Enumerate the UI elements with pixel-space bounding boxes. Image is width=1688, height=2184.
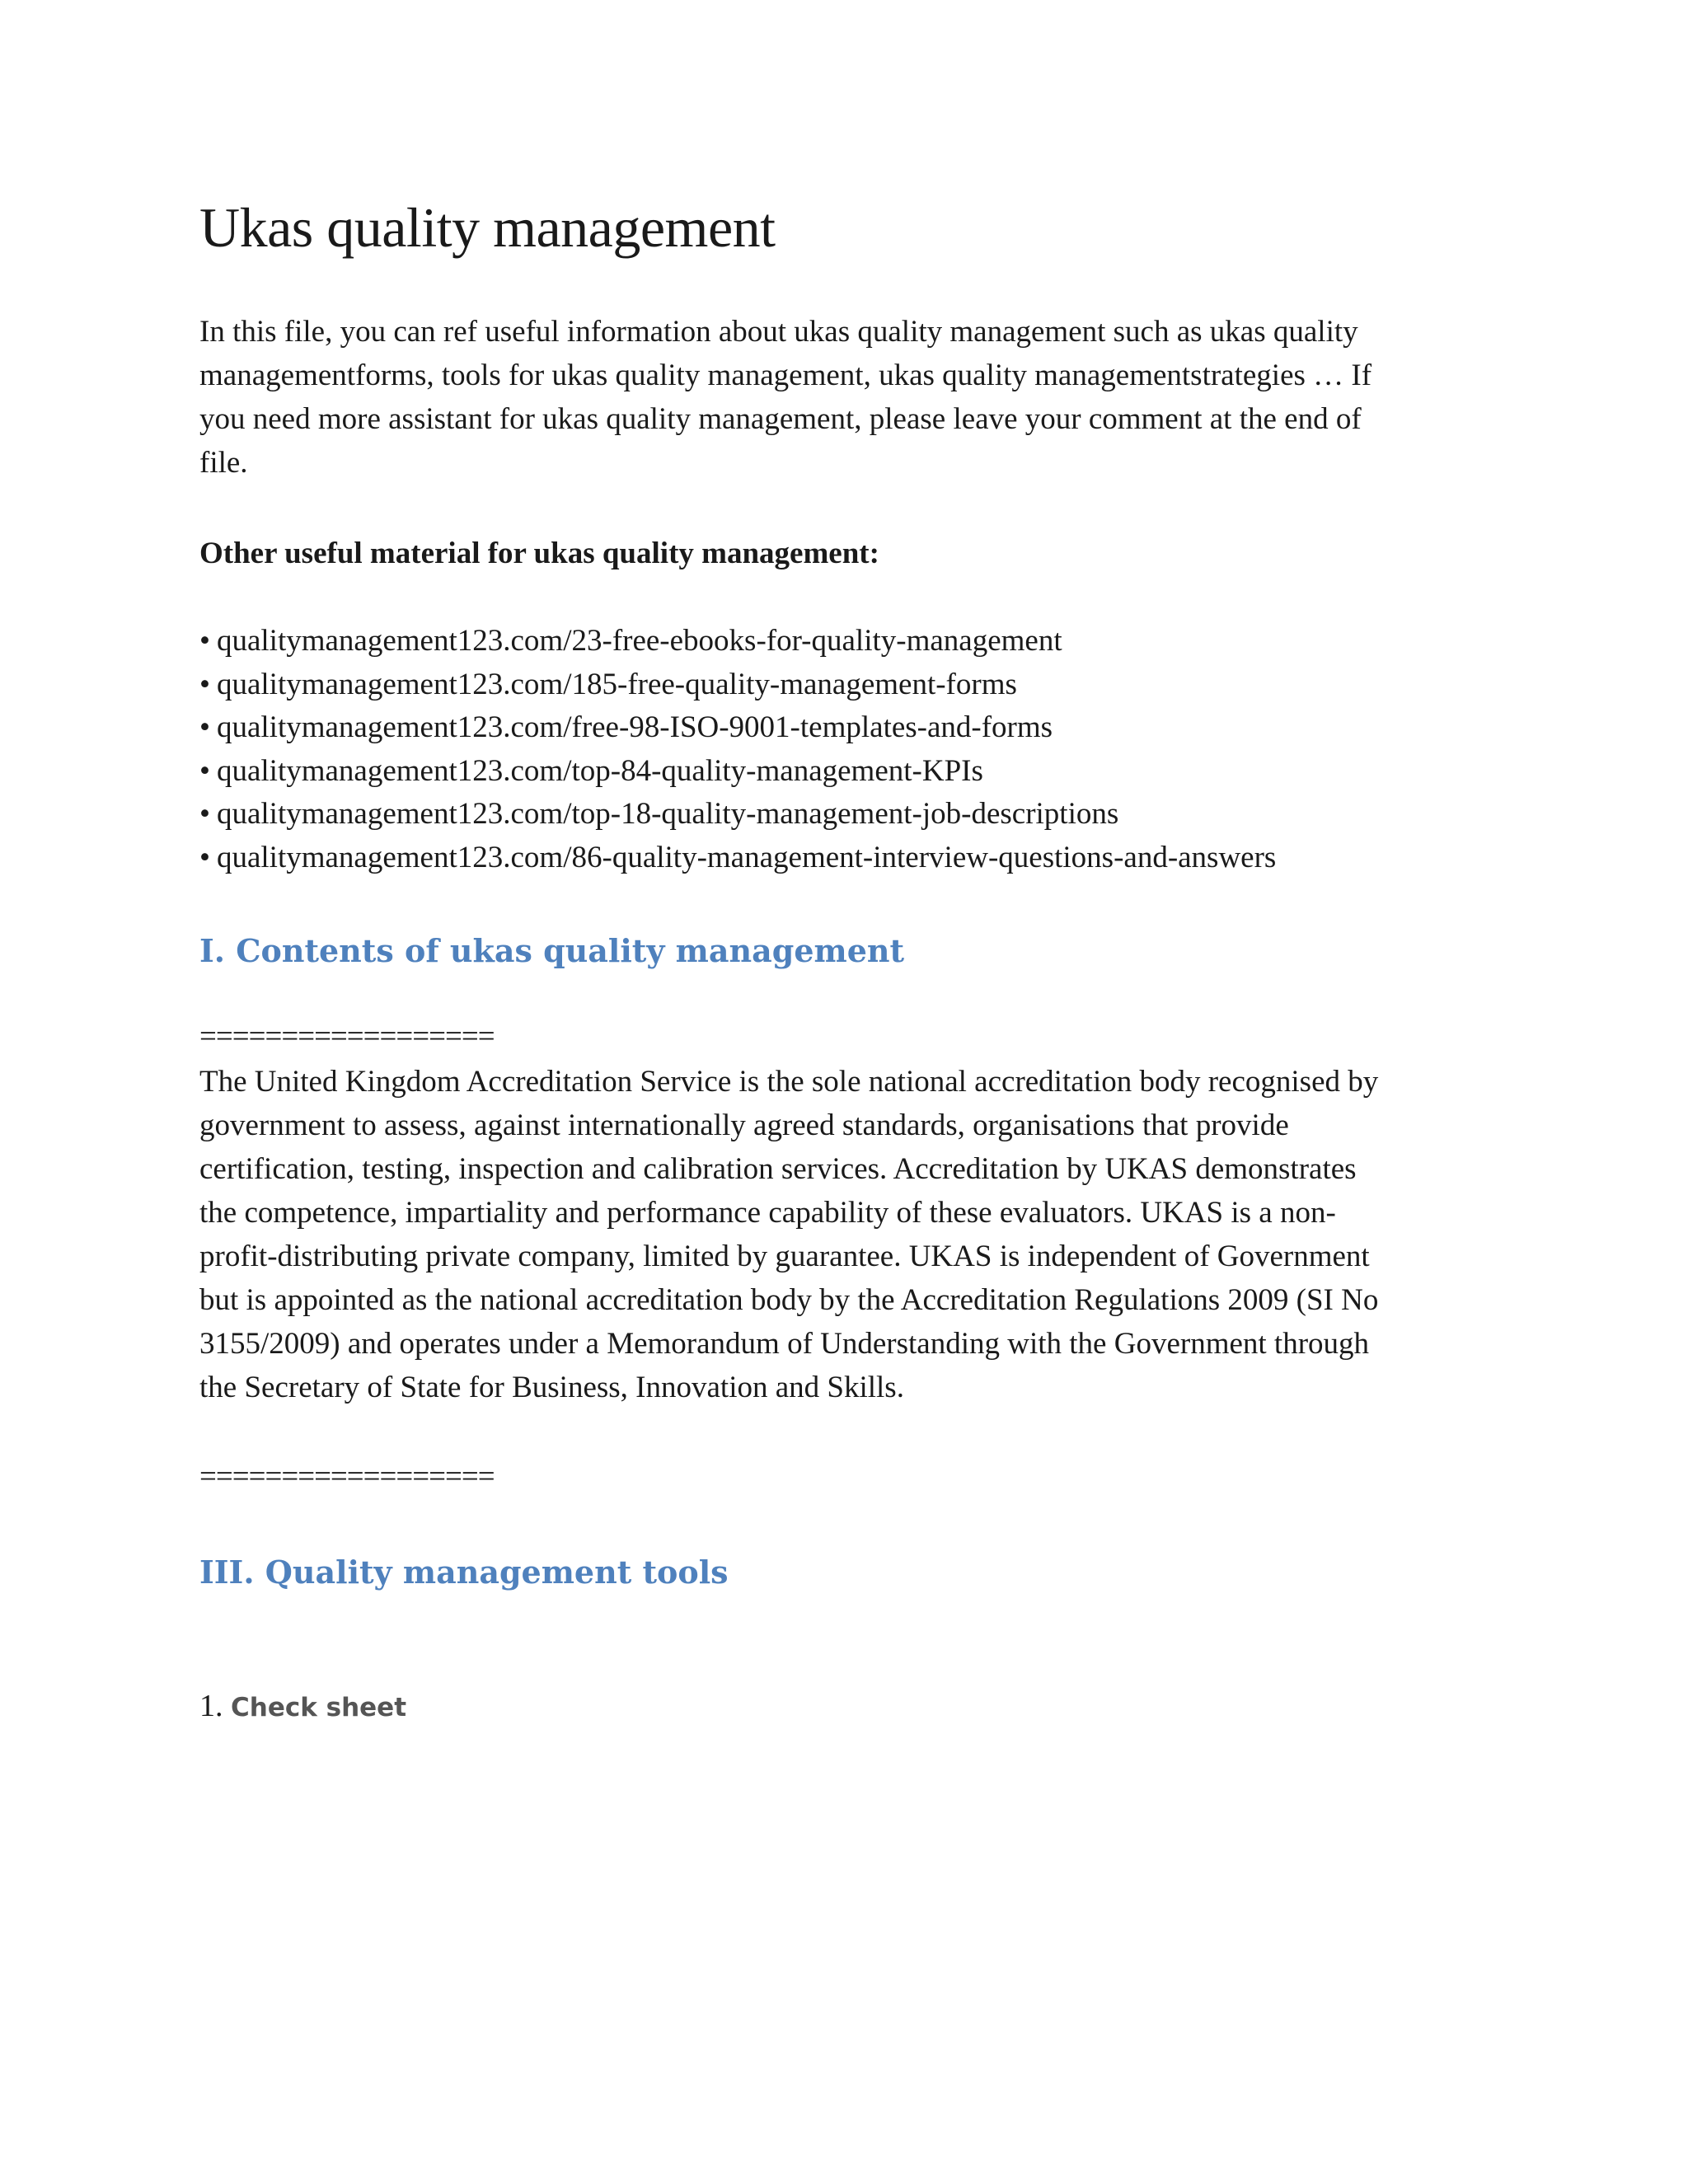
section-heading-tools: III. Quality management tools: [199, 1554, 729, 1591]
intro-paragraph: [199, 310, 1485, 485]
material-link[interactable]: qualitymanagement123.com/185-free-quality-management-forms: [216, 667, 1017, 701]
document-title: Ukas quality management: [199, 196, 776, 259]
bullet-icon: •: [199, 624, 210, 658]
materials-list-item: [199, 750, 1276, 794]
section-heading-contents: I. Contents of ukas quality management: [199, 932, 905, 969]
material-link[interactable]: qualitymanagement123.com/86-quality-management-interview-questions-and-answers: [216, 840, 1277, 874]
contents-line: certification, testing, inspection and calibration services. Accreditation by UKAS demonstrates: [199, 1152, 1357, 1186]
material-link[interactable]: qualitymanagement123.com/free-98-ISO-9001-templates-and-forms: [216, 710, 1053, 744]
intro-line: file.: [199, 446, 248, 480]
material-link[interactable]: qualitymanagement123.com/top-18-quality-management-job-descriptions: [216, 797, 1119, 831]
materials-list: [199, 620, 1276, 879]
contents-line: the Secretary of State for Business, Innovation and Skills.: [199, 1371, 904, 1404]
tools-item-label: Check sheet: [231, 1693, 407, 1722]
materials-list-item: [199, 706, 1276, 750]
tools-list-item: [199, 1685, 406, 1729]
intro-line: you need more assistant for ukas quality management, please leave your comment at the end of: [199, 402, 1362, 436]
material-link[interactable]: qualitymanagement123.com/23-free-ebooks-for-quality-management: [216, 624, 1062, 658]
intro-line: managementforms, tools for ukas quality management, ukas quality managementstrategies … If: [199, 359, 1372, 392]
materials-list-item: [199, 663, 1276, 707]
contents-line: government to assess, against internationally agreed standards, organisations that provide: [199, 1108, 1289, 1142]
contents-line: but is appointed as the national accreditation body by the Accreditation Regulations 2009 (SI No: [199, 1283, 1379, 1317]
contents-line: The United Kingdom Accreditation Service is the sole national accreditation body recognised by: [199, 1065, 1379, 1099]
materials-heading: Other useful material for ukas quality management:: [199, 537, 879, 570]
bullet-icon: •: [199, 753, 210, 788]
contents-line: 3155/2009) and operates under a Memorandum of Understanding with the Government through: [199, 1327, 1370, 1361]
material-link[interactable]: qualitymanagement123.com/top-84-quality-management-KPIs: [216, 753, 983, 788]
contents-line: profit-distributing private company, limited by guarantee. UKAS is independent of Government: [199, 1240, 1370, 1273]
separator-line: ==================: [199, 1019, 495, 1053]
intro-line: In this file, you can ref useful information about ukas quality management such as ukas quality: [199, 315, 1358, 349]
tools-item-number: 1.: [199, 1689, 223, 1723]
contents-line: the competence, impartiality and performance capability of these evaluators. UKAS is a non-: [199, 1196, 1336, 1230]
bullet-icon: •: [199, 797, 210, 831]
contents-paragraph: [199, 1060, 1502, 1409]
bullet-icon: •: [199, 840, 210, 874]
materials-list-item: [199, 620, 1276, 663]
materials-list-item: [199, 793, 1276, 837]
materials-list-item: [199, 837, 1276, 880]
bullet-icon: •: [199, 667, 210, 701]
bullet-icon: •: [199, 710, 210, 744]
separator-line: ==================: [199, 1460, 495, 1493]
